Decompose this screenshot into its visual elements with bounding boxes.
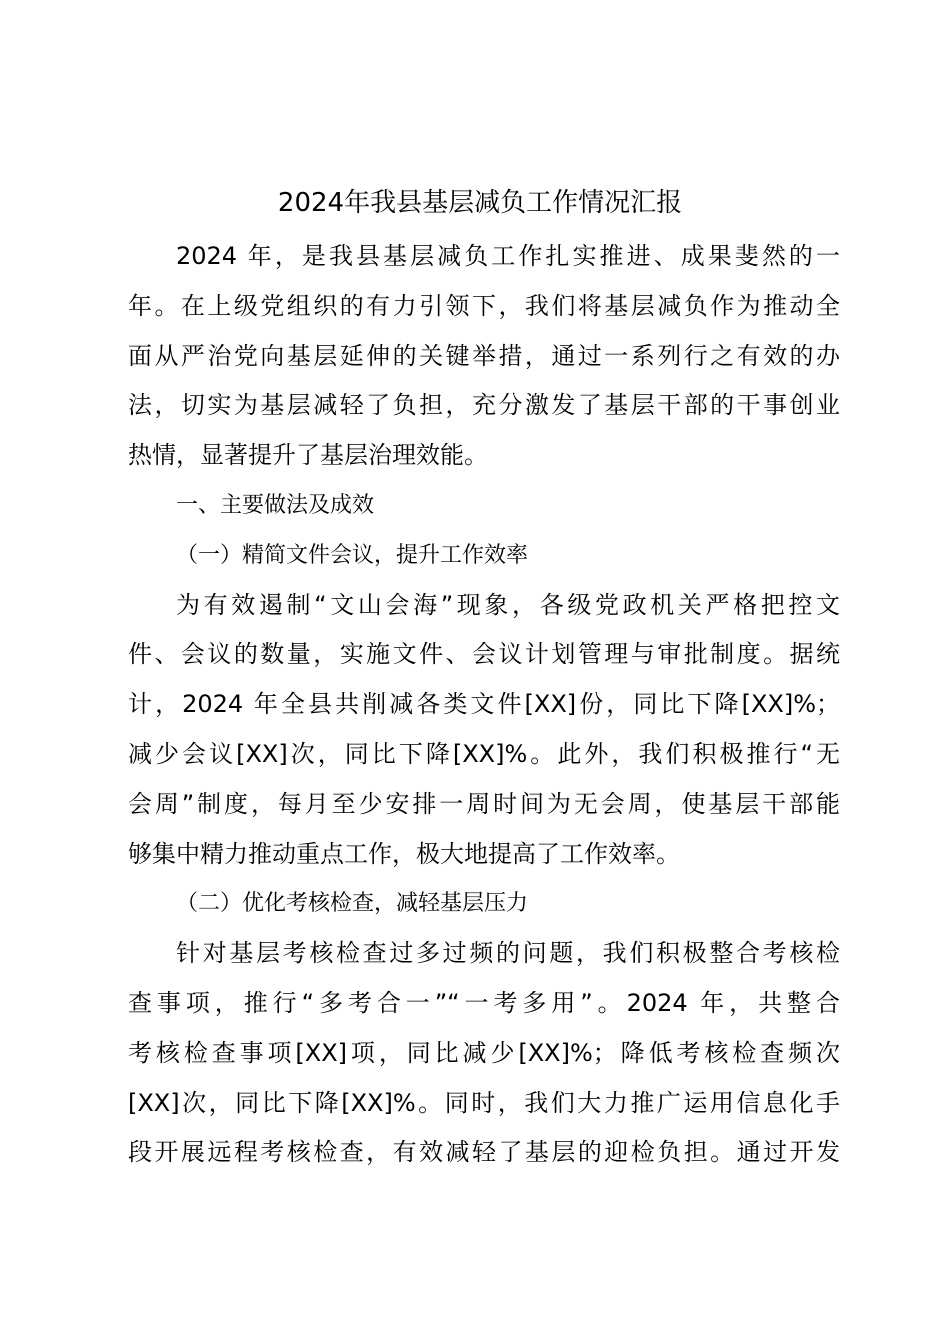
subsection2-line-1: 针对基层考核检查过多过频的问题，我们积极整合考核检: [176, 939, 840, 968]
intro-line-5: 热情，显著提升了基层治理效能。: [128, 441, 488, 470]
subsection2-line-2: 查事项，推行“多考合一”“一考多用”。2024 年，共整合: [128, 988, 840, 1017]
subsection2-line-3: 考核检查事项[XX]项，同比减少[XX]%；降低考核检查频次: [128, 1038, 840, 1067]
subsection-heading-streamline-documents: （一）精简文件会议，提升工作效率: [176, 542, 529, 568]
subsection1-line-3: 计，2024 年全县共削减各类文件[XX]份，同比下降[XX]%；: [128, 690, 840, 719]
intro-line-1: 2024 年，是我县基层减负工作扎实推进、成果斐然的一: [176, 242, 840, 270]
subsection2-line-4: [XX]次，同比下降[XX]%。同时，我们大力推广运用信息化手: [128, 1088, 840, 1117]
subsection1-line-6: 够集中精力推动重点工作，极大地提高了工作效率。: [128, 839, 680, 868]
intro-line-3: 面从严治党向基层延伸的关键举措，通过一系列行之有效的办: [128, 341, 840, 370]
subsection-heading-optimize-inspections: （二）优化考核检查，减轻基层压力: [176, 891, 529, 917]
subsection1-line-4: 减少会议[XX]次，同比下降[XX]%。此外，我们积极推行“无: [128, 739, 840, 768]
document-title: 2024年我县基层减负工作情况汇报: [277, 188, 683, 218]
subsection2-line-5: 段开展远程考核检查，有效减轻了基层的迎检负担。通过开发: [128, 1138, 840, 1167]
section-heading-main-practices: 一、主要做法及成效: [176, 492, 375, 518]
intro-line-4: 法，切实为基层减轻了负担，充分激发了基层干部的干事创业: [128, 391, 840, 420]
document-body: [128, 232, 840, 1178]
subsection1-line-1: 为有效遏制“文山会海”现象，各级党政机关严格把控文: [176, 590, 840, 619]
intro-line-2: 年。在上级党组织的有力引领下，我们将基层减负作为推动全: [128, 291, 840, 320]
subsection1-line-5: 会周”制度，每月至少安排一周时间为无会周，使基层干部能: [128, 789, 840, 818]
subsection1-line-2: 件、会议的数量，实施文件、会议计划管理与审批制度。据统: [128, 640, 840, 669]
